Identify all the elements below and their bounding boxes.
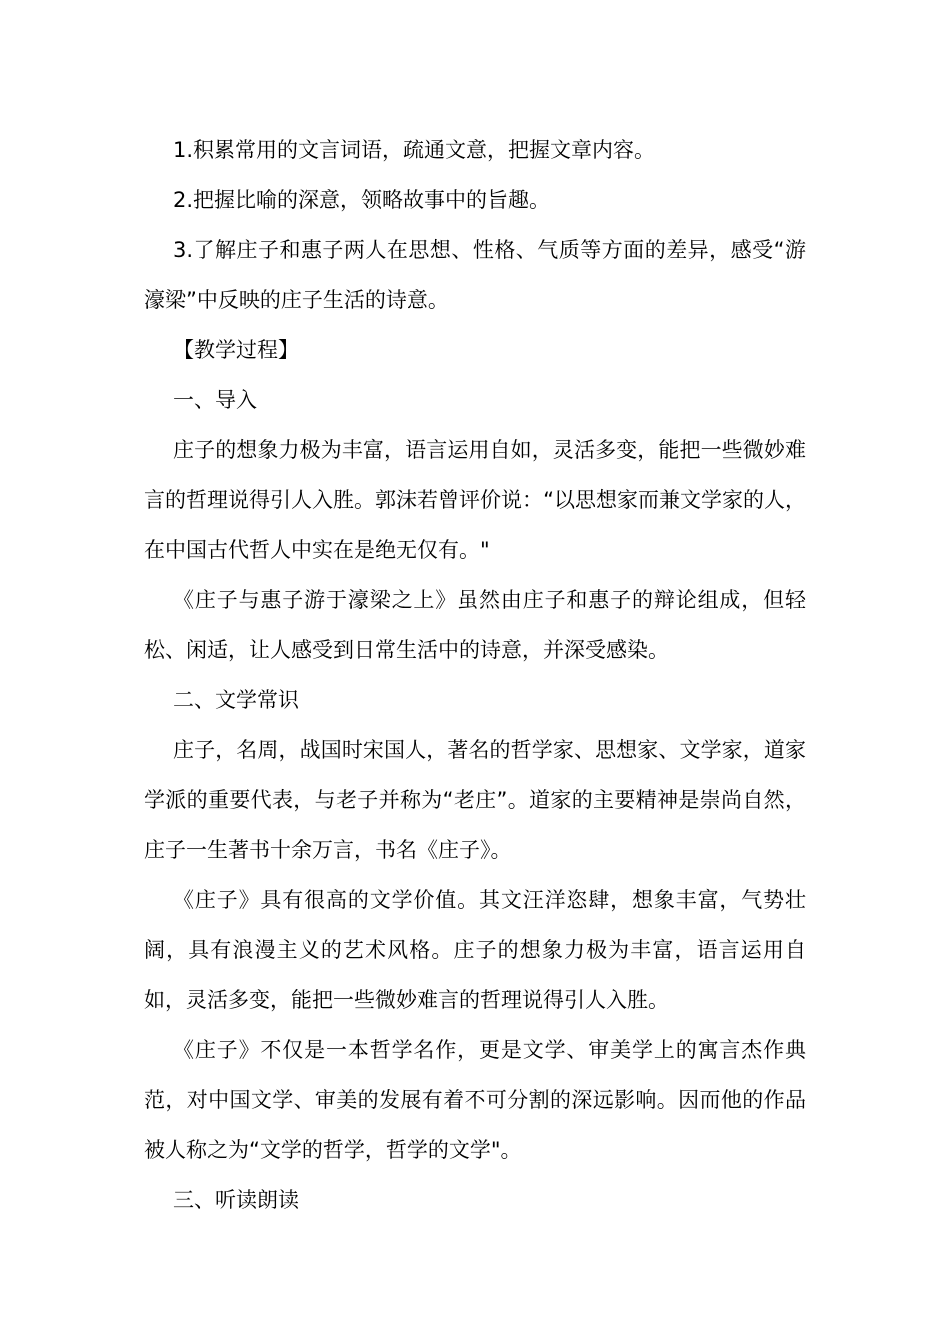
section-heading-introduction: 一、导入 [173, 388, 257, 412]
paragraph-literary-2: 《庄子》具有很高的文学价值。其文汪洋恣肆，想象丰富，气势壮阔，具有浪漫主义的艺术风格。庄子的想象力极为丰富，语言运用自如，灵活多变，能把一些微妙难言的哲理说得引人入胜。 [144, 888, 806, 1012]
objective-2: 2.把握比喻的深意，领略故事中的旨趣。 [173, 188, 551, 212]
objective-1: 1.积累常用的文言词语，疏通文意，把握文章内容。 [173, 138, 656, 162]
paragraph-literary-1: 庄子，名周，战国时宋国人，著名的哲学家、思想家、文学家，道家学派的重要代表，与老子并称为“老庄”。道家的主要精神是崇尚自然，庄子一生著书十余万言，书名《庄子》。 [144, 738, 806, 862]
document-page [144, 125, 806, 1225]
paragraph-literary-3: 《庄子》不仅是一本哲学名作，更是文学、审美学上的寓言杰作典范，对中国文学、审美的发展有着不可分割的深远影响。因而他的作品被人称之为“文学的哲学，哲学的文学"。 [144, 1038, 806, 1162]
paragraph-introduction-1: 庄子的想象力极为丰富，语言运用自如，灵活多变，能把一些微妙难言的哲理说得引人入胜。郭沫若曾评价说：“以思想家而兼文学家的人，在中国古代哲人中实在是绝无仅有。" [144, 438, 806, 562]
paragraph-introduction-2: 《庄子与惠子游于濠梁之上》虽然由庄子和惠子的辩论组成，但轻松、闲适，让人感受到日常生活中的诗意，并深受感染。 [144, 588, 806, 662]
objective-3: 3.了解庄子和惠子两人在思想、性格、气质等方面的差异，感受“游濠梁”中反映的庄子生活的诗意。 [144, 238, 806, 312]
section-heading-teaching-process: 【教学过程】 [173, 338, 299, 362]
section-heading-literary-knowledge: 二、文学常识 [173, 688, 299, 712]
section-heading-listening-reading: 三、听读朗读 [173, 1188, 299, 1212]
